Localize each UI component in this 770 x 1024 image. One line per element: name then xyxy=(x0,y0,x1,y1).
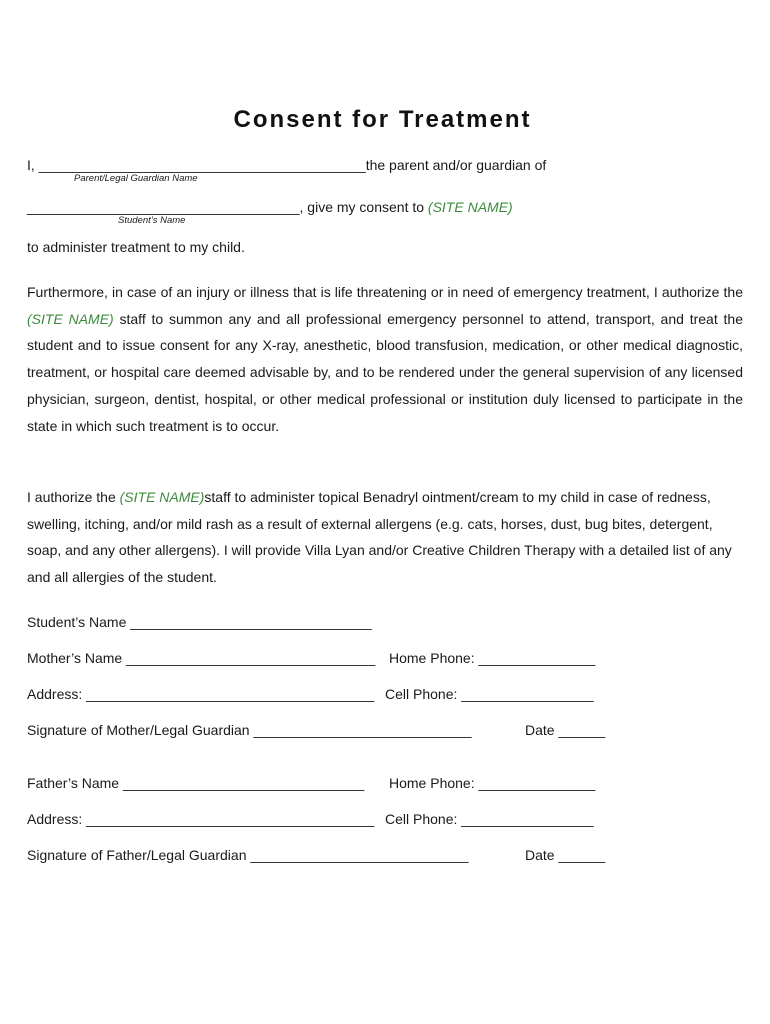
mother-date-input[interactable]: Date ______ xyxy=(525,722,606,738)
emergency-consent-paragraph xyxy=(27,279,743,439)
benadryl-consent-paragraph xyxy=(27,484,739,591)
site-name-placeholder: (SITE NAME) xyxy=(27,310,114,327)
mother-name-input[interactable]: Mother’s Name ________________________________ xyxy=(27,650,376,666)
paragraph1-text-a: Furthermore, in case of an injury or illness that is life threatening or in need of emergency treatment, I authorize the xyxy=(27,284,743,300)
paragraph2-text-a: I authorize the xyxy=(27,489,120,505)
site-name-placeholder: (SITE NAME) xyxy=(427,199,513,215)
administer-line: to administer treatment to my child. xyxy=(27,239,245,255)
mother-cell-phone-input[interactable]: Cell Phone: _________________ xyxy=(385,686,594,702)
student-line-blank: ___________________________________, give my consent to xyxy=(27,199,428,215)
mother-address-input[interactable]: Address: _____________________________________ xyxy=(27,686,375,702)
mother-home-phone-input[interactable]: Home Phone: _______________ xyxy=(389,650,596,666)
site-name-placeholder: (SITE NAME) xyxy=(119,489,205,505)
student-name-caption: Student’s Name xyxy=(118,215,186,226)
paragraph2-text-b: staff to administer topical Benadryl ointment/cream to my child in case of redness, swelling, itching, and/or mild rash as a result of external allergens (e.g. cats, horses, dust, bug bites, detergent, soap, and any other allergens). I will provide Villa Lyan and/or Creative Children Therapy with a detailed list of any and all allergies of the student. xyxy=(27,489,732,586)
father-address-input[interactable]: Address: _____________________________________ xyxy=(27,811,375,827)
paragraph1-text-b: staff to summon any and all professional emergency personnel to attend, transport, and treat the student and to issue consent for any X-ray, anesthetic, blood transfusion, medication, or other medical diagnostic, treatment, or hospital care deemed advisable by, and to be rendered under the general supervision of any licensed physician, surgeon, dentist, hospital, or other medical professional or institution duly licensed to participate in the state in which such treatment is to occur. xyxy=(27,310,743,434)
student-name-field[interactable] xyxy=(27,199,513,215)
father-name-input[interactable]: Father’s Name _______________________________ xyxy=(27,775,365,791)
father-cell-phone-input[interactable]: Cell Phone: _________________ xyxy=(385,811,594,827)
guardian-line-prefix: I, __________________________________________ xyxy=(27,157,366,173)
page-title: Consent for Treatment xyxy=(233,106,532,133)
student-name-input[interactable]: Student’s Name _______________________________ xyxy=(27,614,372,630)
father-date-input[interactable]: Date ______ xyxy=(525,847,606,863)
father-signature-input[interactable]: Signature of Father/Legal Guardian ____________________________ xyxy=(27,847,469,863)
guardian-line-suffix: the parent and/or guardian of xyxy=(365,157,547,173)
mother-signature-input[interactable]: Signature of Mother/Legal Guardian ____________________________ xyxy=(27,722,472,738)
guardian-name-field[interactable] xyxy=(27,157,546,173)
guardian-name-caption: Parent/Legal Guardian Name xyxy=(74,173,198,184)
father-home-phone-input[interactable]: Home Phone: _______________ xyxy=(389,775,596,791)
